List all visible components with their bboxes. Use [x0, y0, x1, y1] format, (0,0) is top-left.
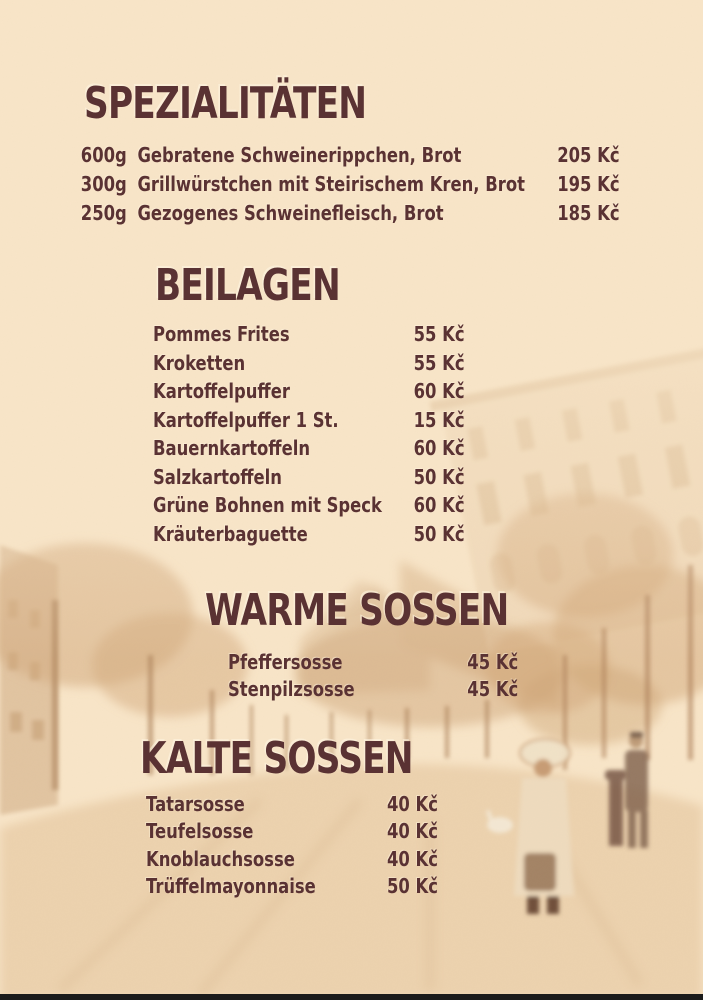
menu-item-row: [153, 320, 465, 349]
item-price: 60 Kč: [413, 436, 465, 461]
menu-item-row: [228, 676, 518, 704]
item-price: 205 Kč: [557, 142, 620, 167]
item-quantity: 250g: [80, 200, 127, 225]
item-name: Salzkartoffeln: [153, 464, 282, 489]
item-quantity: 600g: [80, 142, 127, 167]
item-price: 40 Kč: [386, 791, 438, 816]
item-name: Kroketten: [153, 350, 246, 375]
section-title-beilagen: BEILAGEN: [155, 260, 340, 311]
item-name: Gebratene Schweinerippchen, Brot: [137, 142, 462, 167]
menu-item-row: [146, 873, 438, 901]
item-price: 50 Kč: [413, 464, 465, 489]
item-name: Kartoffelpuffer 1 St.: [153, 407, 339, 432]
menu-item-row: [62, 198, 620, 227]
section-items-spezialitaeten: [62, 140, 620, 227]
menu-item-row: [146, 790, 438, 818]
item-price: 40 Kč: [386, 846, 438, 871]
menu-item-row: [153, 520, 465, 549]
item-price: 15 Kč: [413, 407, 465, 432]
item-name: Trüffelmayonnaise: [146, 874, 316, 899]
menu-item-row: [62, 169, 620, 198]
item-name: Grüne Bohnen mit Speck: [153, 493, 382, 518]
item-name: Knoblauchsosse: [146, 846, 295, 871]
menu-item-row: [228, 648, 518, 676]
section-title-warme-sossen: WARME SOSSEN: [205, 585, 509, 636]
section-title-spezialitaeten: SPEZIALITÄTEN: [84, 78, 367, 129]
menu-item-row: [153, 463, 465, 492]
item-name: Teufelsosse: [146, 819, 254, 844]
item-name: Kräuterbaguette: [153, 521, 308, 546]
item-price: 185 Kč: [557, 200, 620, 225]
item-price: 50 Kč: [386, 874, 438, 899]
item-name: Pommes Frites: [153, 322, 290, 347]
menu-item-row: [153, 434, 465, 463]
item-price: 55 Kč: [413, 322, 465, 347]
menu-item-row: [153, 406, 465, 435]
item-name: Gezogenes Schweinefleisch, Brot: [137, 200, 444, 225]
item-name: Pfeffersosse: [228, 649, 343, 674]
item-quantity: 300g: [80, 171, 127, 196]
item-name: Bauernkartoffeln: [153, 436, 311, 461]
item-price: 45 Kč: [467, 677, 519, 702]
menu-item-row: [146, 818, 438, 846]
section-items-warme-sossen: [228, 648, 518, 703]
item-price: 40 Kč: [386, 819, 438, 844]
item-price: 55 Kč: [413, 350, 465, 375]
item-name: Kartoffelpuffer: [153, 379, 290, 404]
menu-item-row: [153, 491, 465, 520]
item-name: Grillwürstchen mit Steirischem Kren, Brot: [137, 171, 525, 196]
item-price: 60 Kč: [413, 493, 465, 518]
menu-item-row: [153, 377, 465, 406]
item-name: Tatarsosse: [146, 791, 245, 816]
bottom-edge-bar: [0, 994, 703, 1000]
item-price: 45 Kč: [467, 649, 519, 674]
section-items-beilagen: [153, 320, 465, 548]
item-price: 50 Kč: [413, 521, 465, 546]
menu-item-row: [62, 140, 620, 169]
section-items-kalte-sossen: [146, 790, 438, 900]
item-price: 60 Kč: [413, 379, 465, 404]
menu-item-row: [153, 349, 465, 378]
section-title-kalte-sossen: KALTE SOSSEN: [140, 733, 413, 784]
menu-item-row: [146, 845, 438, 873]
item-name: Stenpilzsosse: [228, 677, 355, 702]
item-price: 195 Kč: [557, 171, 620, 196]
